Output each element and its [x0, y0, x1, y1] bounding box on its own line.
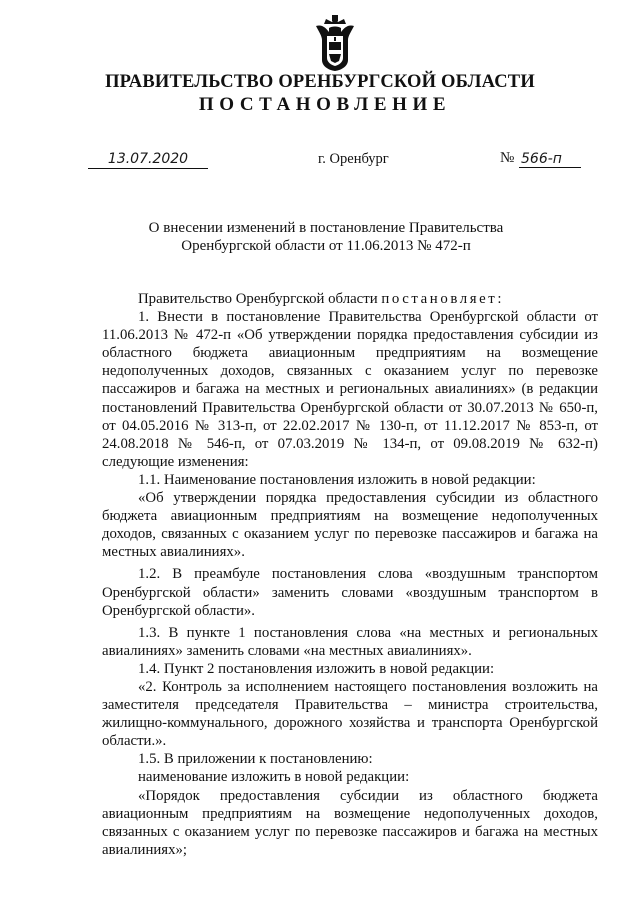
number-field [519, 150, 581, 168]
intro-text: Правительство Оренбургской области [138, 291, 382, 307]
paragraph-1-5-a: наименование изложить в новой редакции: [138, 769, 410, 786]
subject-title [0, 219, 640, 255]
paragraph-1: 1. Внести в постановление Правительства Оренбургской области от 11.06.2013 № 472-п «Об утверждении порядка предоставления субсидии из областного бюджета авиационным предприятиям на возмещение недополученных доходов, связанных с оказанием услуг по перевозке пассажиров и багажа на местных и региональных авиалиниях» (в редакции постановлений Правительства Оренбургской области от 30.07.2013 № 650-п, от 04.05.2016 № 313-п, от 22.02.2017 № 130-п, от 11.12.2017 № 853-п, от 24.08.2018 № 546-п, от 07.03.2019 № 134-п, от 09.08.2019 № 632-п) следующие изменения: [102, 309, 598, 470]
paragraph-1-2: 1.2. В преамбуле постановления слова «воздушным транспортом Оренбургской области» заменить словами «воздушным транспортом в Оренбургской области». [102, 566, 598, 619]
number-value: 566-п [521, 151, 562, 167]
subject-line-1: О внесении изменений в постановление Правительства [148, 220, 504, 236]
subject-line-2: Оренбургской области от 11.06.2013 № 472-п [181, 238, 471, 254]
intro-paragraph [102, 290, 598, 308]
paragraph-1-3: 1.3. В пункте 1 постановления слова «на местных и региональных авиалиниях» заменить словами «на местных авиалиниях». [102, 624, 598, 659]
paragraph-1-1-quote: «Об утверждении порядка предоставления субсидии из областного бюджета авиационным предприятиям на возмещение недополученных доходов, связанных с оказанием услуг по перевозке пассажиров и багажа на местных авиалиниях». [102, 490, 598, 561]
paragraph-1-4-quote: «2. Контроль за исполнением настоящего постановления возложить на заместителя председателя Правительства – министра строительства, жилищно-коммунального, дорожного хозяйства и транспорта Оренбургской области.». [102, 678, 598, 750]
coat-of-arms-icon [312, 14, 358, 72]
paragraph-1-5: 1.5. В приложении к постановлению: [138, 751, 373, 768]
paragraph-1-1: 1.1. Наименование постановления изложить в новой редакции: [138, 471, 536, 488]
paragraph-1-4: 1.4. Пункт 2 постановления изложить в новой редакции: [138, 660, 495, 677]
document-type: ПОСТАНОВЛЕНИЕ [198, 94, 452, 115]
city: г. Оренбург [318, 151, 389, 167]
date-value: 13.07.2020 [107, 151, 189, 167]
number-label: № [500, 150, 515, 166]
date-field [88, 150, 208, 169]
paragraph-1-5-quote: «Порядок предоставления субсидии из областного бюджета авиационным предприятиям на возмещение недополученных доходов, связанных с оказанием услуг по перевозке пассажиров и багажа на местных авиалиниях»; [102, 787, 598, 858]
document-body [102, 290, 598, 859]
government-name: ПРАВИТЕЛЬСТВО ОРЕНБУРГСКОЙ ОБЛАСТИ [105, 72, 535, 92]
intro-spaced-verb: постановляет: [381, 291, 505, 307]
